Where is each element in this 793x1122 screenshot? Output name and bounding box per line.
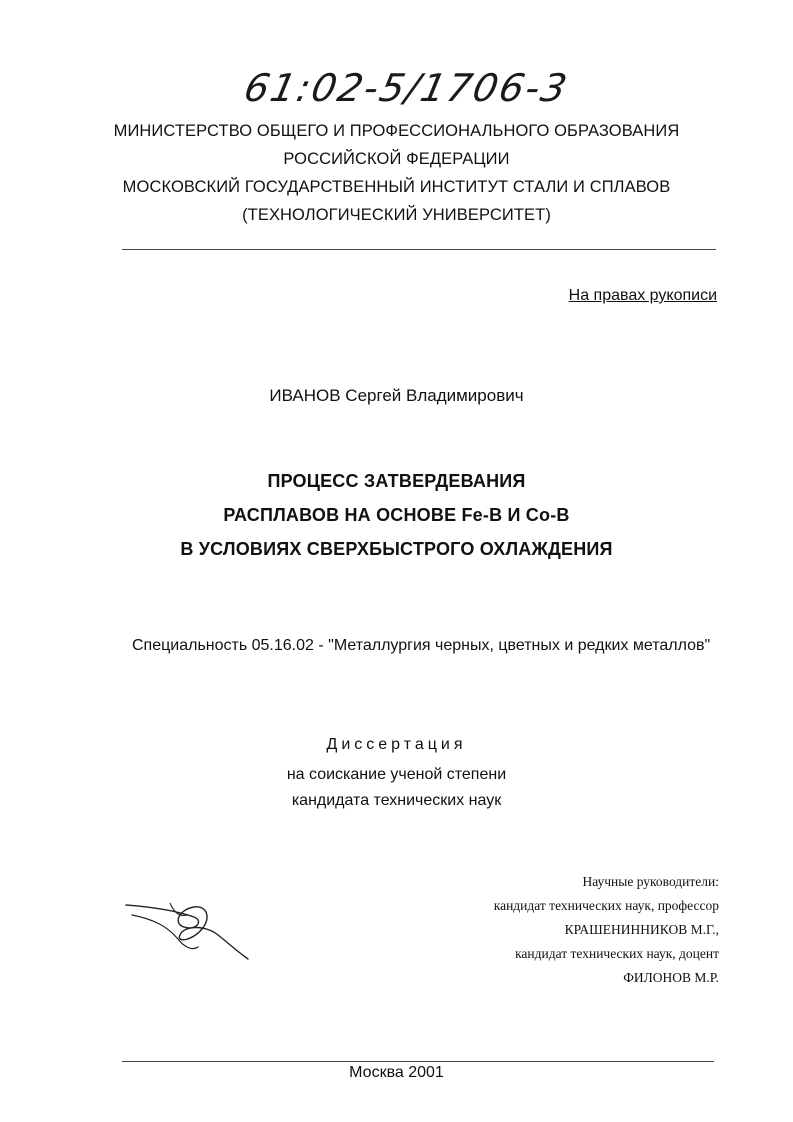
degree-line-1: на соискание ученой степени [286,766,507,783]
supervisors-block [494,870,719,990]
supervisor-1-degree: кандидат технических наук, профессор [493,898,719,913]
supervisor-2-degree: кандидат технических наук, доцент [515,946,719,961]
ministry-line-2: РОССИЙСКОЙ ФЕДЕРАЦИИ [283,150,510,168]
title-line-2: РАСПЛАВОВ НА ОСНОВЕ Fe-B И Co-B [223,505,570,525]
header-divider [122,249,716,250]
title-line-1: ПРОЦЕСС ЗАТВЕРДЕВАНИЯ [267,471,526,491]
ministry-header [0,117,793,229]
university-line: (ТЕХНОЛОГИЧЕСКИЙ УНИВЕРСИТЕТ) [242,206,551,224]
specialty-line: Специальность 05.16.02 - "Металлургия черных, цветных и редких металлов" [132,637,711,654]
dissertation-heading: Диссертация [326,736,467,753]
institute-line: МОСКОВСКИЙ ГОСУДАРСТВЕННЫЙ ИНСТИТУТ СТАЛИ И СПЛАВОВ [122,178,671,196]
ministry-line-1: МИНИСТЕРСТВО ОБЩЕГО И ПРОФЕССИОНАЛЬНОГО ОБРАЗОВАНИЯ [113,122,680,140]
footer-divider [122,1061,714,1062]
handwritten-archive-code: 61:02-5/1706-3 [240,66,573,110]
supervisor-2-name: ФИЛОНОВ М.Р. [623,970,719,985]
dissertation-title [0,464,793,566]
signature-image [122,895,252,965]
city-year: Москва 2001 [349,1064,444,1081]
rights-note: На правах рукописи [568,287,717,304]
supervisors-heading: Научные руководители: [582,874,719,889]
title-line-3: В УСЛОВИЯХ СВЕРХБЫСТРОГО ОХЛАЖДЕНИЯ [180,539,613,559]
author-name: ИВАНОВ Сергей Владимирович [269,386,524,405]
degree-line-2: кандидата технических наук [291,792,502,809]
supervisor-1-name: КРАШЕНИННИКОВ М.Г., [564,922,719,937]
